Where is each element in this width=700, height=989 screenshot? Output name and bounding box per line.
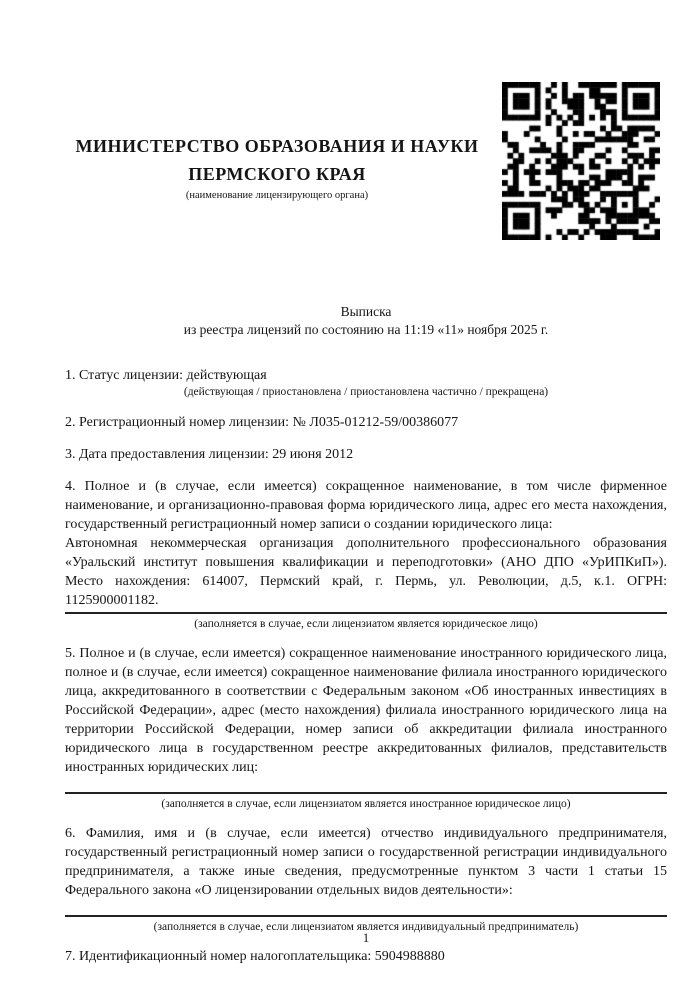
document-title-line2: из реестра лицензий по состоянию на 11:19 «11» ноября 2025 г. (183, 321, 549, 337)
field-individual-label: 6. Фамилия, имя и (в случае, если имеется) отчество индивидуального предпринимателя, государственный регистрационный номер записи о государственной регистрации индивидуального предпринимателя, а также иные сведения, предусмотренные пунктом 3 части 1 статьи 15 Федерального закона «О лицензировании отдельных видов деятельности»: (65, 826, 667, 898)
field-legal-entity-caption: (заполняется в случае, если лицензиатом является юридическое лицо) (65, 612, 667, 631)
field-legal-entity-label: 4. Полное и (в случае, если имеется) сокращенное наименование, в том числе фирменное наименование, и организационно-правовая форма юридического лица, адрес его места нахождения, государственный регистрационный номер записи о создании юридического лица: (65, 479, 667, 532)
field-foreign-entity-label: 5. Полное и (в случае, если имеется) сокращенное наименование иностранного юридического лица, полное и (в случае, если имеется) сокращенное наименование филиала иностранного юридического лица, аккредитованного в соответствии с Федеральным законом «Об иностранных инвестициях в Российской Федерации», адрес (место нахождения) филиала иностранного юридического лица на территории Российской Федерации, номер записи об аккредитации филиала иностранного юридического лица в государственном реестре аккредитованных филиалов, представительств иностранных юридических лиц: (65, 646, 667, 775)
field-reg-number: 2. Регистрационный номер лицензии: № Л035-01212-59/00386077 (65, 415, 459, 430)
qr-code-icon (502, 82, 660, 240)
field-status-caption: (действующая / приостановлена / приостановлена частично / прекращена) (183, 386, 549, 398)
field-grant-date: 3. Дата предоставления лицензии: 29 июня 2012 (65, 447, 354, 462)
field-status: 1. Статус лицензии: действующая (65, 368, 267, 383)
document-title-line1: Выписка (340, 304, 392, 319)
field-inn: 7. Идентификационный номер налогоплательщика: 5904988880 (65, 949, 445, 964)
document-title (65, 303, 667, 338)
field-individual-caption: (заполняется в случае, если лицензиатом является индивидуальный предприниматель) (65, 915, 667, 934)
ministry-header (57, 0, 497, 203)
page-number: 1 (362, 930, 370, 945)
ministry-name-line1: МИНИСТЕРСТВО ОБРАЗОВАНИЯ И НАУКИ (75, 136, 479, 156)
blank-fill-space (65, 777, 667, 792)
ministry-name-line2: ПЕРМСКОГО КРАЯ (188, 164, 366, 184)
ministry-caption: (наименование лицензирующего органа) (185, 190, 369, 201)
field-legal-entity-value: Автономная некоммерческая организация дополнительного профессионального образования «Уральский институт повышения квалификации и переподготовки» (АНО ДПО «УрИПКиП»). Место нахождения: 614007, Пермский край, г. Пермь, ул. Революции, д.5, к.1. ОГРН: 1125900001182. (65, 536, 667, 608)
blank-fill-space (65, 900, 667, 915)
document-body (65, 366, 667, 966)
field-foreign-entity-caption: (заполняется в случае, если лицензиатом является иностранное юридическое лицо) (65, 792, 667, 811)
